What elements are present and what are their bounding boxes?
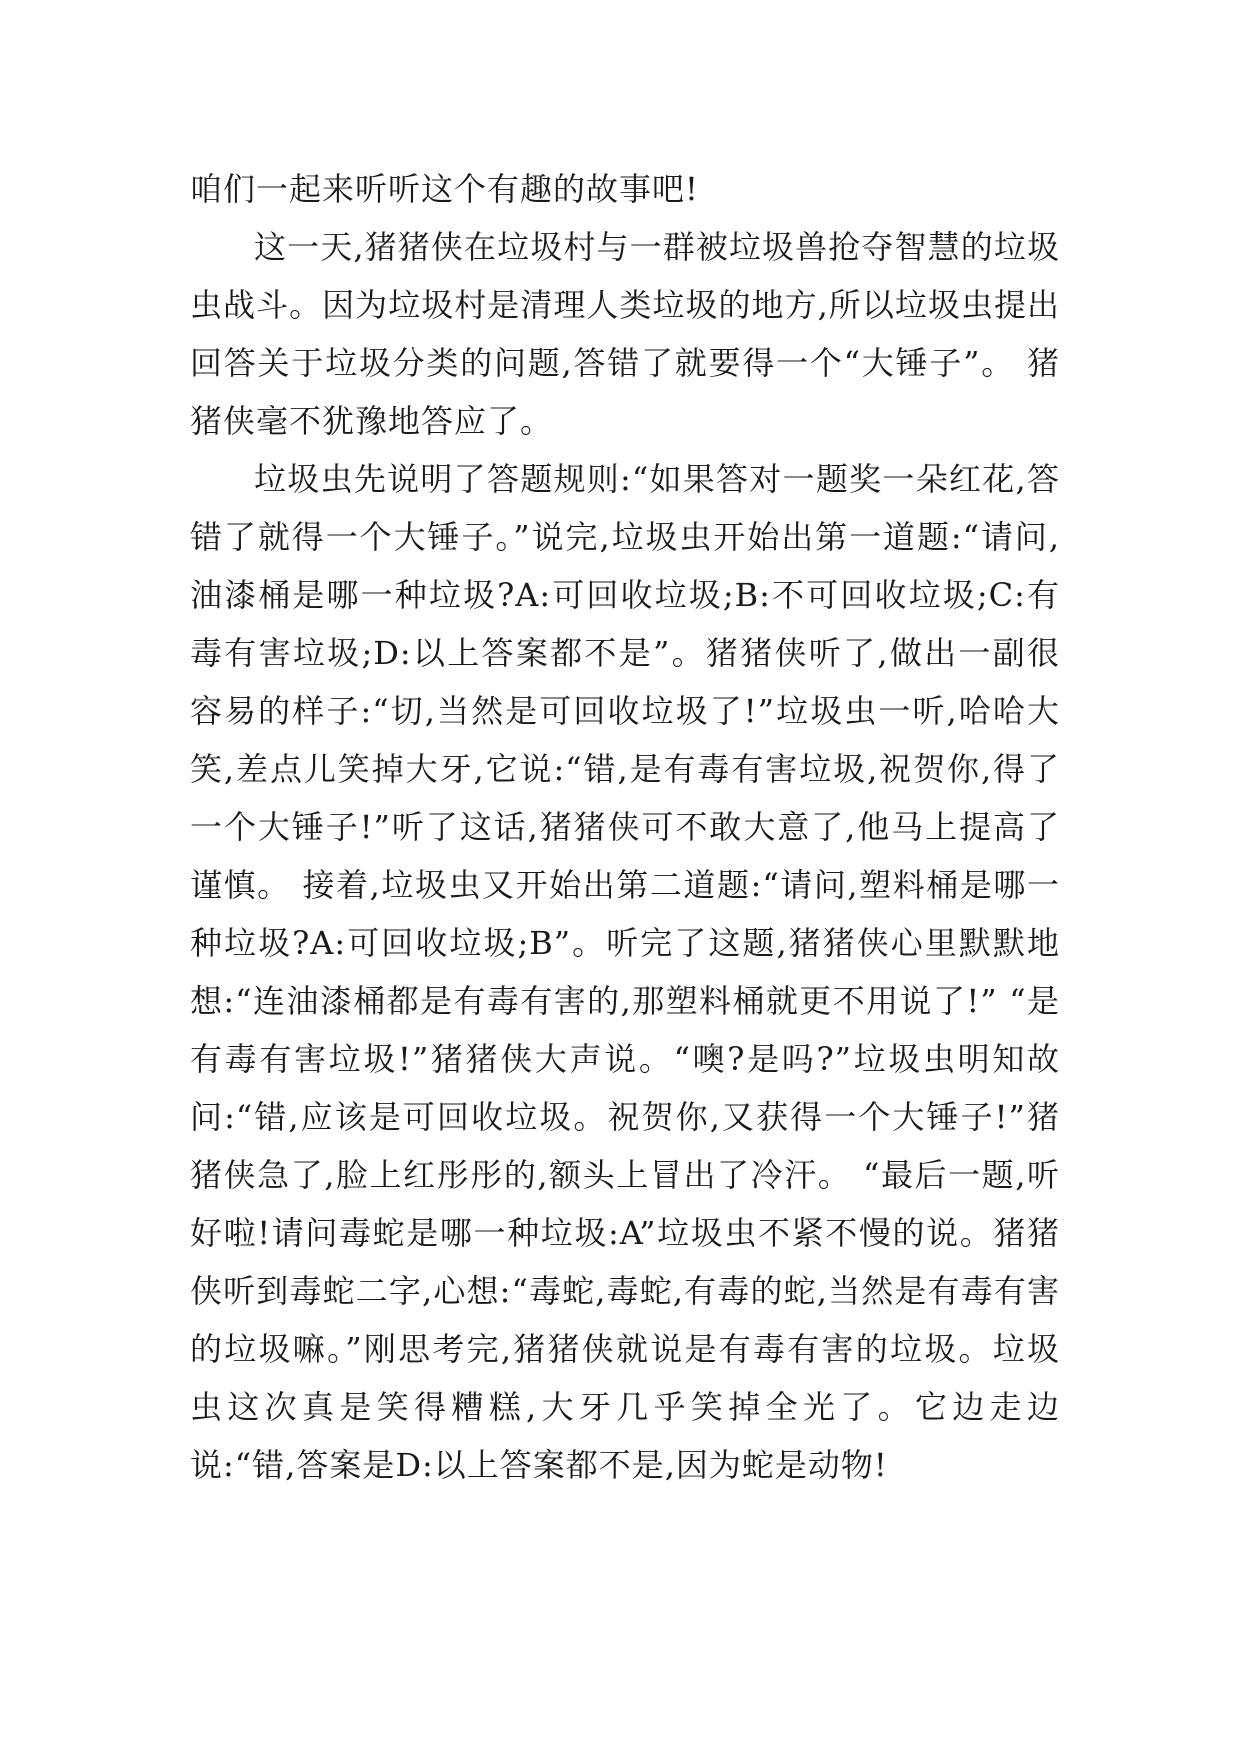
- paragraph-intro: 咱们一起来听听这个有趣的故事吧!: [190, 170, 699, 208]
- paragraph-quiz: 垃圾虫先说明了答题规则:“如果答对一题奖一朵红花,答错了就得一个大锤子。”说完,垃圾虫开始出第一道题:“请问,油漆桶是哪一种垃圾?A:可回收垃圾;B:不可回收垃圾;C:有毒有害垃圾;D:以上答案都不是”。猪猪侠听了,做出一副很容易的样子:“切,当然是可回收垃圾了!”垃圾虫一听,哈哈大笑,差点儿笑掉大牙,它说:“错,是有毒有害垃圾,祝贺你,得了一个大锤子!”听了这话,猪猪侠可不敢大意了,他马上提高了谨慎。 接着,垃圾虫又开始出第二道题:“请问,塑料桶是哪一种垃圾?A:可回收垃圾;B”。听完了这题,猪猪侠心里默默地想:“连油漆桶都是有毒有害的,那塑料桶就更不用说了!” “是有毒有害垃圾!”猪猪侠大声说。“噢?是吗?”垃圾虫明知故问:“错,应该是可回收垃圾。祝贺你,又获得一个大锤子!”猪猪侠急了,脸上红彤彤的,额头上冒出了冷汗。 “最后一题,听好啦!请问毒蛇是哪一种垃圾:A”垃圾虫不紧不慢的说。猪猪侠听到毒蛇二字,心想:“毒蛇,毒蛇,有毒的蛇,当然是有毒有害的垃圾嘛。”刚思考完,猪猪侠就说是有毒有害的垃圾。垃圾虫这次真是笑得糟糕,大牙几乎笑掉全光了。它边走边说:“错,答案是D:以上答案都不是,因为蛇是动物!: [190, 460, 1060, 1484]
- paragraph-battle: 这一天,猪猪侠在垃圾村与一群被垃圾兽抢夺智慧的垃圾虫战斗。因为垃圾村是清理人类垃圾的地方,所以垃圾虫提出回答关于垃圾分类的问题,答错了就要得一个“大锤子”。 猪猪侠毫不犹豫地答应了。: [190, 228, 1060, 440]
- body-text: [190, 160, 1060, 1494]
